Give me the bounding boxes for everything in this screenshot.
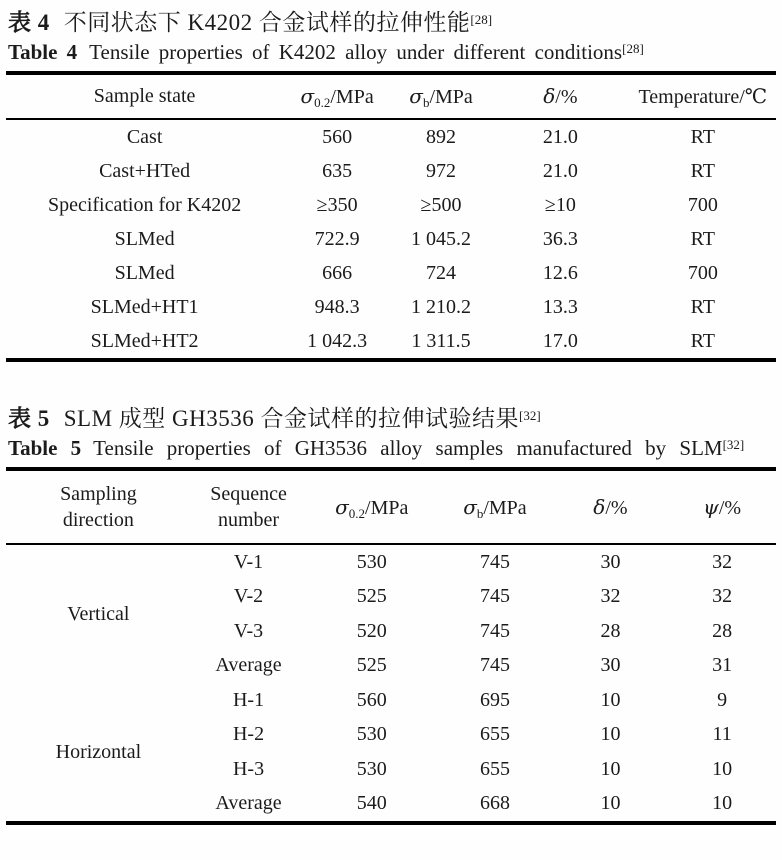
cell: 724: [426, 261, 457, 284]
cell: 530: [356, 550, 387, 573]
table5-caption-en: [8, 435, 776, 462]
cell: 17.0: [542, 329, 578, 352]
table4-header-row: [6, 73, 776, 119]
sigma-symbol: σ: [300, 84, 315, 108]
cell: 10: [600, 723, 621, 746]
cell: 32: [712, 550, 733, 573]
cell: 695: [479, 688, 510, 711]
sigma-symbol: σ: [335, 494, 349, 519]
cell: 972: [426, 159, 457, 182]
delta-symbol: δ: [593, 494, 606, 519]
table-row: [6, 154, 776, 188]
cell: ≥350: [316, 193, 358, 216]
cell: RT: [690, 295, 716, 318]
table4-caption-zh-text: 不同状态下 K4202 合金试样的拉伸性能: [63, 10, 471, 35]
unit-text: /%: [555, 86, 578, 108]
cell: V-2: [233, 585, 264, 608]
unit-text: /MPa: [330, 86, 374, 108]
table5-caption-en-ref: [32]: [722, 437, 745, 452]
cell: 745: [479, 585, 510, 608]
table4-caption-en-label: Table 4: [8, 40, 78, 64]
cell-direction-vertical: Vertical: [67, 602, 130, 625]
table4-caption-zh-ref: [28]: [470, 12, 493, 27]
cell: 540: [356, 792, 387, 815]
header-line: Sequence: [210, 483, 287, 505]
unit-text: /MPa: [365, 496, 409, 519]
header-cell-psi: [668, 469, 776, 544]
unit-text: /%: [718, 496, 742, 519]
table-row: [6, 544, 776, 580]
cell: 722.9: [314, 227, 360, 250]
cell: 9: [717, 688, 728, 711]
header-cell-sigma02: [306, 469, 437, 544]
cell: ≥500: [420, 193, 462, 216]
cell: 21.0: [542, 159, 578, 182]
cell: 745: [479, 550, 510, 573]
cell: V-1: [233, 550, 264, 573]
table5-caption-en-label: Table 5: [8, 436, 82, 460]
table5-caption-en-text: Tensile properties of GH3536 alloy samples manufactured by SLM: [93, 436, 723, 460]
header-line: direction: [62, 509, 134, 531]
table5-section: [6, 404, 776, 825]
sigma-subscript: b: [476, 505, 484, 521]
table5-header-row: [6, 469, 776, 544]
table4-caption-zh-label: 表 4: [8, 10, 50, 35]
cell: Cast: [126, 125, 163, 148]
psi-symbol: ψ: [703, 494, 719, 519]
cell: 700: [687, 261, 718, 284]
header-cell-sigmab: [391, 73, 491, 119]
cell: Specification for K4202: [47, 193, 242, 216]
cell: 32: [600, 585, 621, 608]
table4-tensile-k4202: [6, 71, 776, 362]
table-row: [6, 683, 776, 718]
table4-caption-en: [8, 39, 776, 66]
cell: 28: [712, 619, 733, 642]
table-row: [6, 256, 776, 290]
cell: 30: [600, 654, 621, 677]
unit-text: /%: [605, 496, 628, 519]
sigma-subscript: b: [422, 95, 430, 110]
cell: 666: [322, 261, 353, 284]
cell: 1 042.3: [307, 329, 368, 352]
cell: 948.3: [314, 295, 360, 318]
cell: 1 311.5: [411, 329, 471, 352]
table4-caption-en-ref: [28]: [622, 41, 644, 56]
cell: H-2: [232, 723, 265, 746]
cell: 655: [479, 723, 510, 746]
cell: 530: [356, 757, 387, 780]
header-cell-delta: [491, 73, 630, 119]
cell: 12.6: [542, 261, 578, 284]
cell: V-3: [233, 619, 264, 642]
cell: RT: [690, 329, 716, 352]
cell: RT: [690, 227, 716, 250]
cell: SLMed+HT1: [90, 295, 199, 318]
cell: H-1: [232, 688, 265, 711]
header-cell-sigmab: [437, 469, 553, 544]
cell: 32: [712, 585, 733, 608]
cell: 10: [600, 757, 621, 780]
cell: Average: [215, 654, 282, 677]
cell: 520: [356, 619, 387, 642]
cell: 530: [356, 723, 387, 746]
header-cell-delta: [553, 469, 669, 544]
header-cell-sequence-number: [191, 469, 307, 544]
sigma-subscript: 0.2: [314, 95, 331, 110]
cell: SLMed: [114, 261, 175, 284]
cell: 560: [322, 125, 353, 148]
unit-text: /MPa: [483, 496, 527, 519]
cell: H-3: [232, 757, 265, 780]
cell: SLMed+HT2: [90, 329, 199, 352]
cell: 11: [712, 723, 732, 746]
table-row: [6, 222, 776, 256]
table-row: [6, 324, 776, 360]
table4-caption-en-text: Tensile properties of K4202 alloy under different conditions: [89, 40, 623, 64]
cell: 700: [687, 193, 718, 216]
cell: 1 045.2: [411, 227, 472, 250]
cell: 635: [322, 159, 353, 182]
header-cell-sigma02: [283, 73, 391, 119]
table5-caption-zh: [8, 404, 776, 433]
unit-text: /MPa: [429, 86, 473, 108]
cell: 892: [426, 125, 457, 148]
cell: RT: [690, 159, 716, 182]
cell: 560: [356, 688, 387, 711]
sigma-symbol: σ: [463, 494, 477, 519]
sigma-subscript: 0.2: [348, 505, 366, 521]
table5-tensile-gh3536: [6, 467, 776, 825]
cell: 1 210.2: [411, 295, 472, 318]
header-cell-sample-state: Sample state: [6, 73, 283, 119]
sigma-symbol: σ: [409, 84, 423, 108]
cell: SLMed: [114, 227, 175, 250]
table4-caption-zh: [8, 8, 776, 37]
cell: 28: [600, 619, 621, 642]
cell: 655: [479, 757, 510, 780]
cell: 31: [712, 654, 733, 677]
cell: 13.3: [542, 295, 578, 318]
cell: 525: [356, 585, 387, 608]
cell: 745: [479, 654, 510, 677]
cell: 10: [600, 792, 621, 815]
header-cell-sampling-direction: [6, 469, 191, 544]
cell: RT: [690, 125, 716, 148]
cell: Average: [215, 792, 282, 815]
header-cell-temperature: Temperature/℃: [630, 73, 776, 119]
cell: 668: [479, 792, 510, 815]
cell: 36.3: [542, 227, 578, 250]
cell: 745: [479, 619, 510, 642]
cell: ≥10: [544, 193, 576, 216]
cell: 10: [712, 792, 733, 815]
cell: 10: [600, 688, 621, 711]
cell-direction-horizontal: Horizontal: [55, 740, 142, 763]
header-line: number: [218, 509, 280, 531]
table5-caption-zh-label: 表 5: [8, 406, 50, 431]
table5-caption-zh-ref: [32]: [519, 408, 541, 423]
table-row: [6, 119, 776, 154]
table5-caption-zh-text: SLM 成型 GH3536 合金试样的拉伸试验结果: [63, 406, 520, 431]
cell: Cast+HTed: [99, 159, 191, 182]
cell: 30: [600, 550, 621, 573]
table-row: [6, 290, 776, 324]
delta-symbol: δ: [543, 84, 556, 108]
cell: 525: [356, 654, 387, 677]
table-row: [6, 188, 776, 222]
cell: 21.0: [542, 125, 578, 148]
header-line: Sampling: [60, 483, 137, 505]
cell: 10: [712, 757, 733, 780]
